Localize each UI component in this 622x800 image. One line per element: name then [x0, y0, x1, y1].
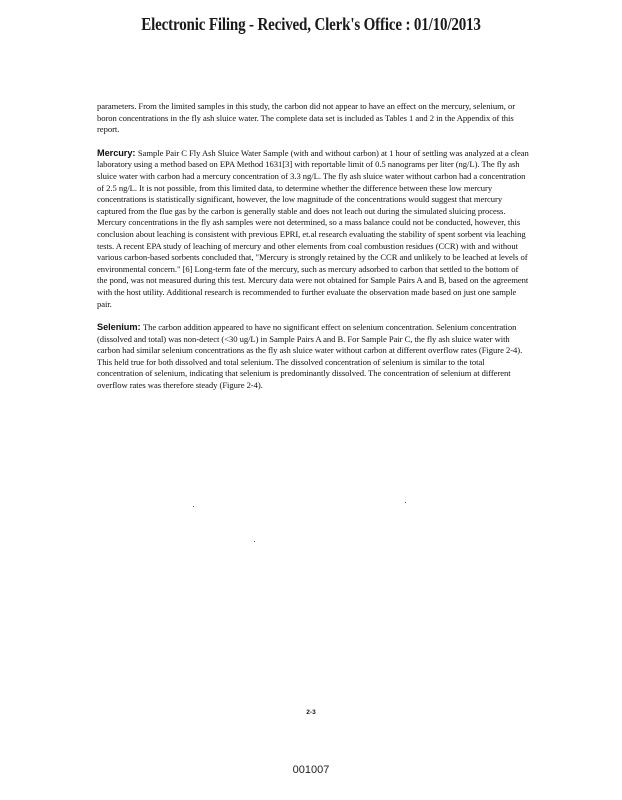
scan-speck — [193, 506, 194, 507]
paragraph-intro — [97, 101, 529, 136]
page-number: 2-3 — [306, 709, 316, 716]
mercury-text: Sample Pair C Fly Ash Sluice Water Sample (with and without carbon) at 1 hour of settling was analyzed at a clean laboratory using a method based on EPA Method 1631[3] with reportable limit of 0.5 nanograms per liter (ng/L). The fly ash sluice water with carbon had a mercury concentration of 3.3 ng/L. The fly ash sluice water without carbon had a concentration of 2.5 ng/L. It is not possible, from this limited data, to determine whether the difference between these low mercury concentrations is statistically significant, however, the low magnitude of the concentrations would suggest that mercury captured from the flue gas by the carbon is generally stable and does not leach out during the simulated sluicing process. Mercury concentrations in the fly ash samples were not determined, so a mass balance could not be conducted, however, this conclusion about leaching is consistent with previous EPRI, et.al research evaluating the stability of spent sorbent via leaching tests. A recent EPA study of leaching of mercury and other elements from coal combustion residues (CCR) with and without various carbon-based sorbents concluded that, "Mercury is strongly retained by the CCR and unlikely to be leached at levels of environmental concern." [6] Long-term fate of the mercury, such as mercury adsorbed to carbon that settled to the bottom of the pond, was not measured during this test. Mercury data were not obtained for Sample Pairs A and B, based on the agreement with the host utility. Additional research is recommended to further evaluate the observation made based on just one sample pair. — [97, 147, 529, 309]
paragraph-intro-text: parameters. From the limited samples in this study, the carbon did not appear to have an effect on the mercury, selenium, or boron concentrations in the fly ash sluice water. The complete data set is included as Tables 1 and 2 in the Appendix of this report. — [97, 101, 516, 135]
bates-number: 001007 — [292, 764, 330, 776]
paragraph-mercury — [97, 148, 529, 310]
mercury-heading: Mercury: — [97, 147, 138, 158]
document-body — [97, 101, 529, 404]
selenium-heading: Selenium: — [97, 322, 143, 333]
paragraph-selenium — [97, 322, 529, 392]
scan-speck — [405, 502, 406, 503]
filing-stamp-header: Electronic Filing - Recived, Clerk's Office : 01/10/2013 — [141, 14, 481, 34]
scan-speck — [254, 541, 255, 542]
selenium-text: The carbon addition appeared to have no significant effect on selenium concentration. Selenium concentration (dissolved and total) was non-detect (<30 ug/L) in Sample Pairs A and B. For Sample Pair C, the fly ash sluice water with carbon had similar selenium concentrations as the fly ash sluice water without carbon at different overflow rates (Figure 2-4). This held true for both dissolved and total selenium. The dissolved concentration of selenium is similar to the total concentration of selenium, indicating that selenium is predominantly dissolved. The concentration of selenium at different overflow rates was therefore steady (Figure 2-4). — [97, 322, 523, 391]
